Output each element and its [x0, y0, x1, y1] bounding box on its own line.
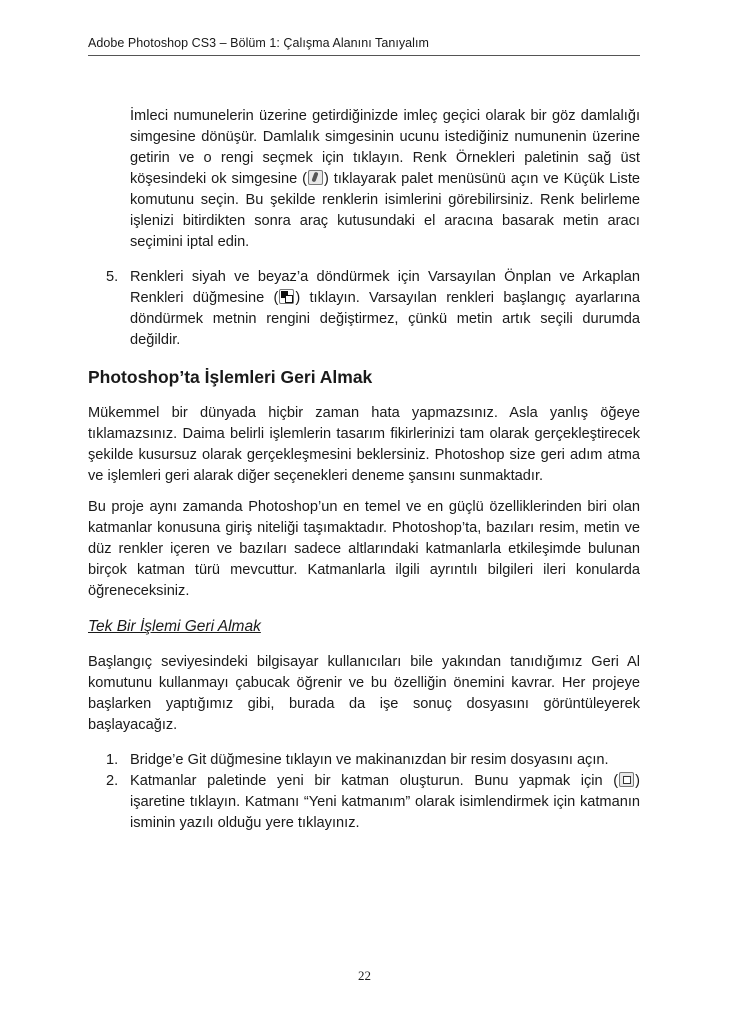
- list-item: 2. Katmanlar paletinde yeni bir katman oluşturun. Bunu yapmak için ( ) işaretine tıklayın. Katmanı “Yeni katmanım” olarak isimlendirmek için katmanın isminin yazılı olduğu yere tıklayınız.: [106, 773, 640, 831]
- list-item: 1. Bridge’e Git düğmesine tıklayın ve makinanızdan bir resim dosyasını açın.: [88, 750, 640, 771]
- section-heading-undo: Photoshop’ta İşlemleri Geri Almak: [88, 367, 373, 387]
- step-list-2: [88, 750, 640, 834]
- step-number: 5.: [106, 269, 119, 285]
- default-colors-icon: [279, 289, 294, 304]
- step-list-1: [88, 267, 640, 351]
- paragraph: Mükemmel bir dünyada hiçbir zaman hata yapmazsınız. Asla yanlış öğeye tıklamazsınız. Daima belirli işlemlerin tasarım fikirlerinizi tam olarak gerçekleştirecek şekilde kusursuz olarak gerçekleşmesini beklersiniz. Photoshop size geri adım atma ve işlemleri geri alarak diğer seçenekleri deneme şansını sunmaktadır.: [88, 405, 640, 484]
- list-item: 5. Renkleri siyah ve beyaz’a döndürmek için Varsayılan Önplan ve Arkaplan Renkleri düğmesine ( ) tıklayın. Varsayılan renkleri başlangıç ayarlarına döndürmek metnin rengini değiştirmez, çünkü metin artık seçili durumda değildir.: [106, 269, 640, 348]
- new-layer-icon: [619, 772, 634, 787]
- page-content: [88, 106, 640, 834]
- paragraph: Bu proje aynı zamanda Photoshop’un en temel ve en güçlü özelliklerinden biri olan katmanlar konusuna giriş niteliği taşımaktadır. Photoshop’ta, bazıları resim, metin ve düz renkler içeren ve bazıları sadece altlarındaki katmanlarla etkileşimde bulunan birçok katman türü mevcuttur. Katmanlarla ilgili ayrıntılı bilgileri ileri konularda öğreneceksiniz.: [88, 499, 640, 599]
- step-number: 1.: [106, 752, 119, 768]
- paragraph: Başlangıç seviyesindeki bilgisayar kullanıcıları bile yakından tanıdığımız Geri Al komutunu kullanmayı çabucak öğrenir ve bu özelliğin önemini kavrar. Her projeye başlarken yaptığımız gibi, burada da işe sonuç dosyasını görüntüleyerek başlayacağız.: [88, 654, 640, 733]
- step-number: 2.: [106, 773, 119, 789]
- page-number: 22: [358, 968, 371, 983]
- running-header: Adobe Photoshop CS3 – Bölüm 1: Çalışma Alanını Tanıyalım: [88, 36, 640, 56]
- step-4-continuation: İmleci numunelerin üzerine getirdiğinizde imleç geçici olarak bir göz damlalığı simgesine dönüşür. Damlalık simgesinin ucunu istediğiniz numunenin üzerine getirin ve o rengi seçmek için tıklayın. Renk Örnekleri paletinin sağ üst köşesindeki ok simgesine ( ) tıklayarak palet menüsünü açın ve Küçük Liste komutunu seçin. Bu şekilde renklerin isimlerini görebilirsiniz. Renk belirleme işlenizi bitirdikten sonra araç kutusundaki el aracına basarak metin aracı seçimini iptal edin.: [130, 108, 640, 250]
- subsection-heading: Tek Bir İşlemi Geri Almak: [88, 618, 261, 635]
- palette-menu-arrow-icon: [308, 170, 323, 185]
